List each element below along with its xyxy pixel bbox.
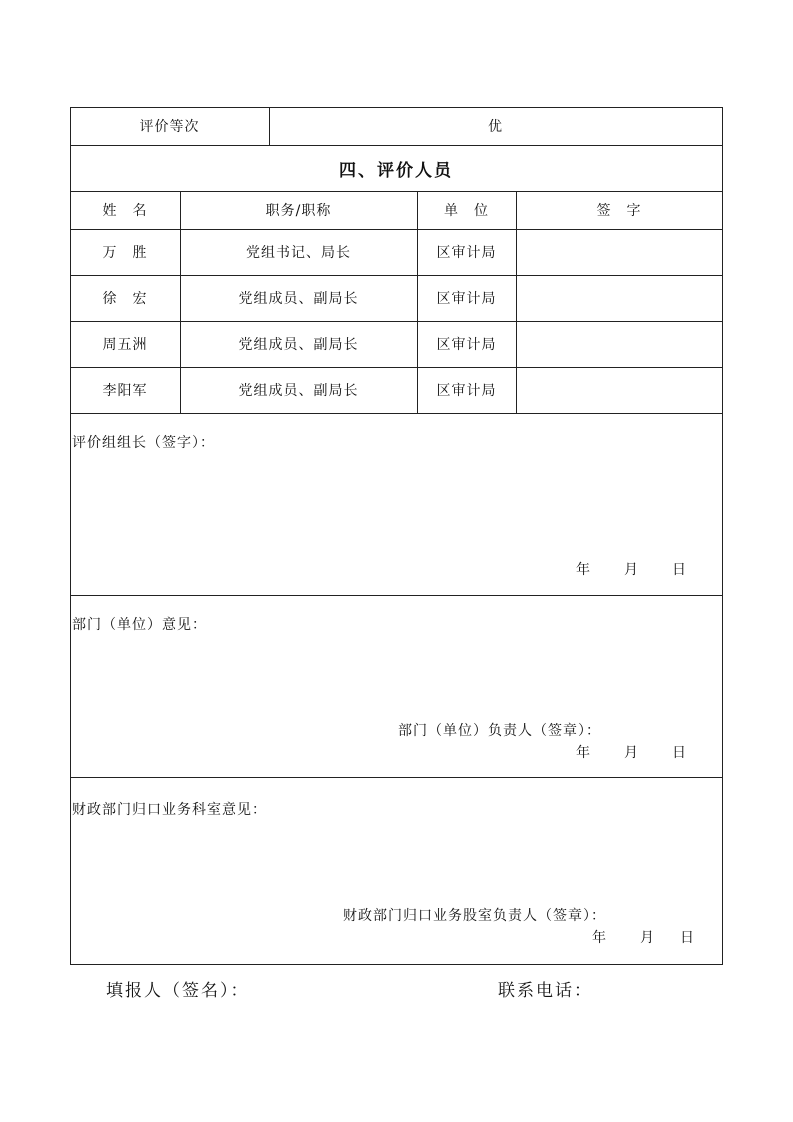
member-title: 党组成员、副局长 (238, 383, 359, 399)
member-unit: 区审计局 (436, 245, 497, 261)
member-title: 党组成员、副局长 (238, 291, 359, 307)
member-unit: 区审计局 (436, 291, 497, 307)
member-signature[interactable] (516, 229, 722, 275)
finance-date-day: 日 (680, 930, 695, 946)
rating-label: 评价等次 (139, 119, 200, 135)
leader-signature-label: 评价组组长（签字）： (72, 435, 215, 451)
table-border-line (70, 777, 723, 778)
header-unit: 单 位 (444, 203, 489, 219)
department-opinion-label: 部门（单位）意见： (72, 617, 207, 633)
member-unit: 区审计局 (436, 337, 497, 353)
table-border-line (70, 595, 723, 596)
member-signature[interactable] (516, 367, 722, 413)
member-name: 万 胜 (102, 245, 148, 261)
filler-signature-label: 填报人（签名）： (106, 981, 250, 1001)
table-border-line (722, 107, 723, 965)
table-border-line (70, 964, 723, 965)
department-date-day: 日 (672, 745, 687, 761)
table-border-line (70, 413, 723, 414)
department-date-month: 月 (624, 745, 639, 761)
finance-opinion-label: 财政部门归口业务科室意见： (72, 802, 267, 818)
department-date-year: 年 (576, 745, 591, 761)
leader-date-year: 年 (576, 562, 591, 578)
department-signer-label: 部门（单位）负责人（签章）： (398, 723, 601, 739)
finance-date-month: 月 (640, 930, 655, 946)
member-signature[interactable] (516, 275, 722, 321)
finance-date-year: 年 (592, 930, 607, 946)
header-signature: 签 字 (596, 203, 642, 219)
header-name: 姓 名 (102, 203, 148, 219)
header-title: 职务/职称 (265, 203, 332, 219)
contact-phone-label: 联系电话： (498, 981, 593, 1001)
leader-date-day: 日 (672, 562, 687, 578)
rating-value: 优 (488, 119, 503, 135)
member-title: 党组书记、局长 (246, 245, 351, 261)
member-unit: 区审计局 (436, 383, 497, 399)
member-name: 徐 宏 (102, 291, 148, 307)
section-title: 四、评价人员 (339, 160, 453, 181)
finance-signer-label: 财政部门归口业务股室负责人（签章）： (343, 908, 606, 924)
member-title: 党组成员、副局长 (238, 337, 359, 353)
leader-date-month: 月 (624, 562, 639, 578)
member-name: 周五洲 (102, 337, 148, 353)
member-name: 李阳军 (102, 383, 148, 399)
member-signature[interactable] (516, 321, 722, 367)
